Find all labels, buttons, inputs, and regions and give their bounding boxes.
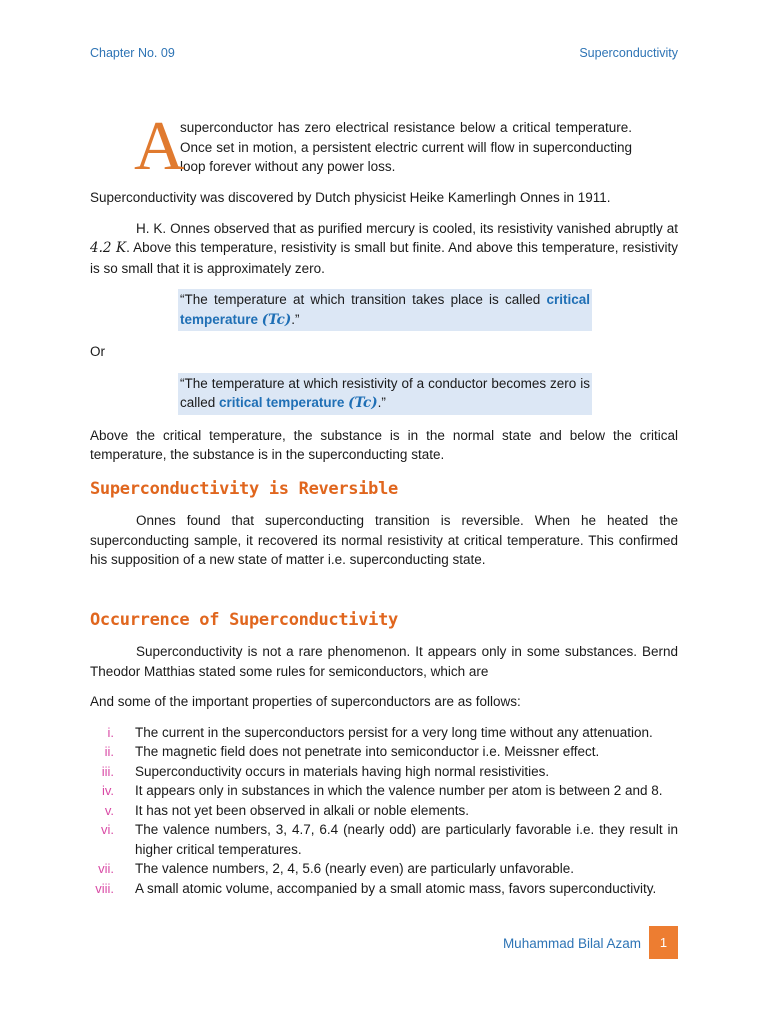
intro-paragraph: superconductor has zero electrical resistance below a critical temperature. Once set in motion, a persistent electric current will flow in superconducting loop forever without any power loss. bbox=[180, 120, 632, 174]
critical-temperature-term: critical temperature bbox=[219, 395, 345, 410]
page-content bbox=[90, 108, 678, 898]
list-item: viii. A small atomic volume, accompanied by a small atomic mass, favors superconductivity. bbox=[95, 880, 657, 896]
tc-symbol: (Tc) bbox=[348, 395, 378, 411]
properties-list bbox=[90, 723, 678, 899]
list-item: ii. The magnetic field does not penetrate into semiconductor i.e. Meissner effect. bbox=[104, 744, 600, 759]
topic-label: Superconductivity bbox=[579, 46, 678, 60]
discovery-paragraph: Superconductivity was discovered by Dutch physicist Heike Kamerlingh Onnes in 1911. bbox=[90, 190, 611, 205]
footer-author: Muhammad Bilal Azam bbox=[502, 936, 641, 951]
page-number-badge bbox=[649, 926, 678, 959]
occurrence-paragraph: Superconductivity is not a rare phenomenon. It appears only in some substances. Bernd Theodor Matthias stated some rules for semiconductors, which are bbox=[90, 644, 678, 679]
page-number: 1 bbox=[659, 935, 668, 950]
list-item: iii. Superconductivity occurs in materials having high normal resistivities. bbox=[101, 763, 550, 779]
tc-symbol: (Tc) bbox=[261, 311, 292, 328]
list-item: vii. The valence numbers, 2, 4, 5.6 (nearly even) are particularly unfavorable. bbox=[98, 861, 574, 876]
onnes-observation-paragraph: H. K. Onnes observed that as purified mercury is cooled, its resistivity vanished abruptly at 4.2 K. Above this temperature, resistivity is small but finite. And above this temperature, resistivity is so small that it is approximately zero. bbox=[90, 220, 678, 276]
definition-quote-1: “The temperature at which transition takes place is called critical temperature (Tc).” bbox=[178, 289, 592, 331]
critical-temperature-term: critical temperature bbox=[180, 292, 590, 327]
section-title-reversible: Superconductivity is Reversible bbox=[90, 478, 398, 499]
intro-block bbox=[134, 108, 632, 185]
list-item: iv. It appears only in substances in which the valence number per atom is between 2 and 8. bbox=[101, 783, 663, 798]
page-header bbox=[90, 46, 678, 64]
reversible-paragraph: Onnes found that superconducting transition is reversible. When he heated the superconducting sample, it recovered its normal resistivity at critical temperature. This confirmed his supposition of a new state of matter i.e. superconducting state. bbox=[90, 513, 678, 567]
or-text: Or bbox=[90, 344, 105, 359]
drop-cap: A bbox=[134, 108, 185, 185]
definition-quote-2: “The temperature at which resistivity of a conductor becomes zero is called critical temperature (Tc).” bbox=[178, 373, 592, 415]
properties-lead: And some of the important properties of superconductors are as follows: bbox=[90, 694, 521, 709]
temperature-value: 4.2 K bbox=[90, 240, 127, 256]
states-paragraph: Above the critical temperature, the substance is in the normal state and below the critical temperature, the substance is in the superconducting state. bbox=[90, 427, 678, 462]
list-item: i. The current in the superconductors persist for a very long time without any attenuation. bbox=[107, 724, 653, 740]
list-item: vi. The valence numbers, 3, 4.7, 6.4 (nearly odd) are particularly favorable i.e. they result in higher critical temperatures. bbox=[101, 822, 678, 857]
chapter-label: Chapter No. 09 bbox=[90, 46, 175, 60]
list-item: v. It has not yet been observed in alkali or noble elements. bbox=[104, 802, 469, 818]
section-title-occurrence: Occurrence of Superconductivity bbox=[90, 609, 398, 630]
